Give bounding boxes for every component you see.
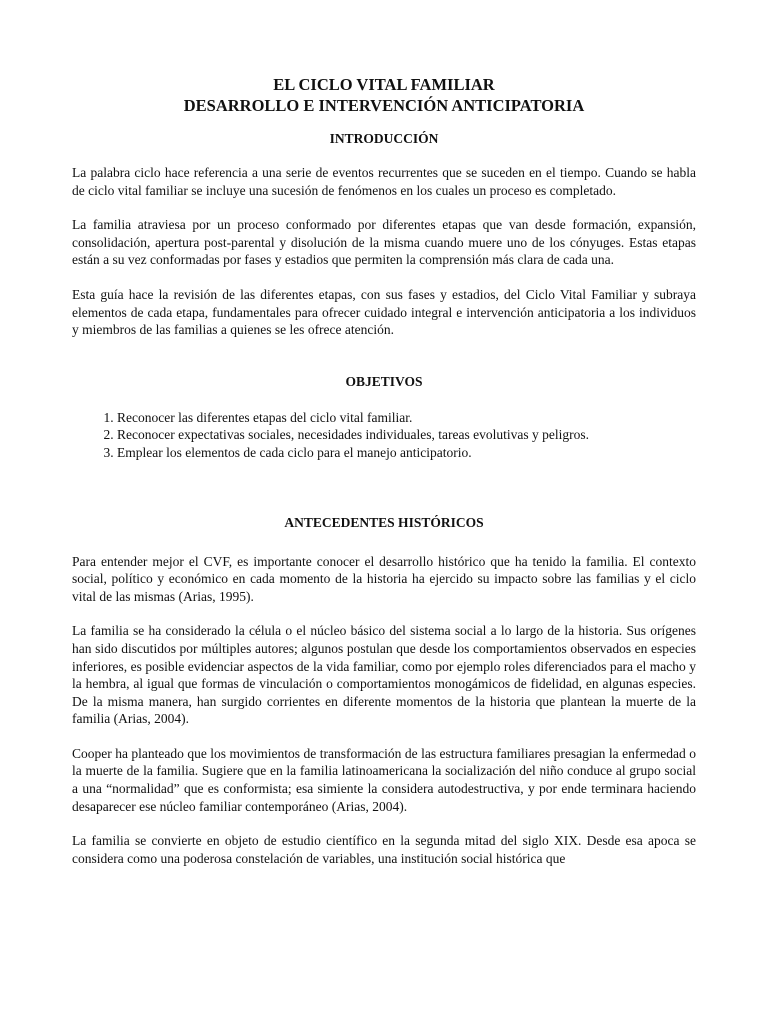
intro-paragraph-1: La palabra ciclo hace referencia a una serie de eventos recurrentes que se suceden en el tiempo. Cuando se habla de ciclo vital familiar se incluye una sucesión de fenómenos en los cuales un proceso es completado. xyxy=(72,165,696,198)
section-heading-objetivos: OBJETIVOS xyxy=(345,373,423,389)
document-title-line-1: EL CICLO VITAL FAMILIAR xyxy=(273,75,495,94)
intro-paragraph-3: Esta guía hace la revisión de las diferentes etapas, con sus fases y estadios, del Ciclo Vital Familiar y subraya elementos de cada etapa, fundamentales para ofrecer cuidado integral e intervención anticipatoria a los individuos y miembros de las familias a quienes se les ofrece atención. xyxy=(72,286,696,338)
antecedentes-paragraph-1: Para entender mejor el CVF, es importante conocer el desarrollo histórico que ha tenido la familia. El contexto social, político y económico en cada momento de la historia ha ejercido su impacto sobre las familias y el ciclo vital de las mismas (Arias, 1995). xyxy=(72,553,696,604)
section-heading-introduccion: INTRODUCCIÓN xyxy=(329,131,439,146)
antecedentes-paragraph-3: Cooper ha planteado que los movimientos de transformación de las estructura familiares presagian la enfermedad o la muerte de la familia. Sugiere que en la familia latinoamericana la socialización del niño conduce al grupo social a una “normalidad” que es conformista; esa simiente la considera autodestructiva, y por ende terminara haciendo desaparecer ese núcleo familiar contemporáneo (Arias, 2004). xyxy=(72,745,696,814)
objective-item-3: 3. Emplear los elementos de cada ciclo para el manejo anticipatorio. xyxy=(117,444,696,462)
antecedentes-paragraph-4: La familia se convierte en objeto de estudio científico en la segunda mitad del siglo XIX. Desde esa apoca se considera como una poderosa constelación de variables, una institución social histórica que xyxy=(72,833,696,866)
section-heading-antecedentes: ANTECEDENTES HISTÓRICOS xyxy=(284,514,484,530)
objective-item-2: 2. Reconocer expectativas sociales, necesidades individuales, tareas evolutivas y peligros. xyxy=(117,426,696,444)
intro-paragraph-2: La familia atraviesa por un proceso conformado por diferentes etapas que van desde formación, expansión, consolidación, apertura post-parental y disolución de la misma cuando muere uno de los cónyuges. Estas etapas están a su vez conformadas por fases y estadios que permiten la comprensión más clara de cada una. xyxy=(72,217,696,268)
antecedentes-paragraph-2: La familia se ha considerado la célula o el núcleo básico del sistema social a lo largo de la historia. Sus orígenes han sido discutidos por múltiples autores; algunos postulan que desde los comportamientos observados en especies inferiores, es posible evidenciar aspectos de la vida familiar, como por ejemplo roles diferenciados para el macho y la hembra, al igual que formas de vinculación o comportamientos monogámicos de fidelidad, en algunas especies. De la misma manera, han surgido corrientes en diferente momentos de la historia que plantean la muerte de la familia (Arias, 2004). xyxy=(72,623,696,727)
objective-item-1: 1. Reconocer las diferentes etapas del ciclo vital familiar. xyxy=(117,409,696,427)
document-title-line-2: DESARROLLO E INTERVENCIÓN ANTICIPATORIA xyxy=(183,96,585,115)
objectives-list xyxy=(72,409,696,462)
